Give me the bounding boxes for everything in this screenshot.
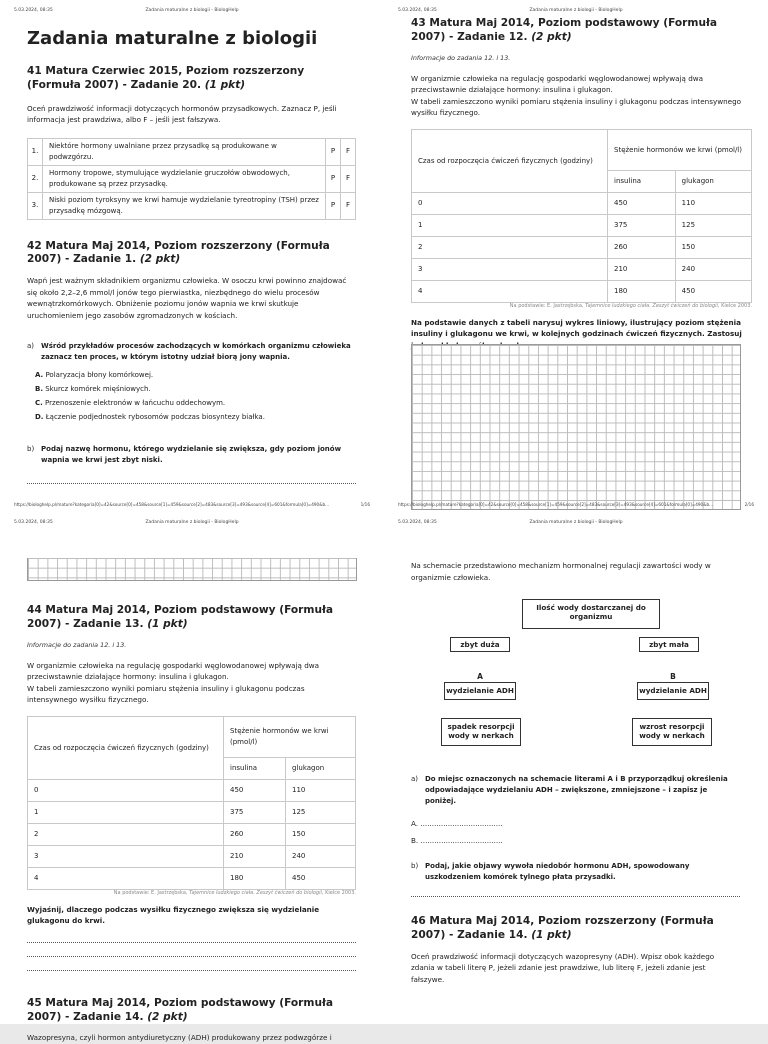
row-number: 2. xyxy=(28,165,43,192)
insulin-cell: 260 xyxy=(224,823,286,845)
q46-title: 46 Matura Maj 2014, Poziom rozszerzony (Formuła 2007) - Zadanie 14. (1 pkt) xyxy=(411,914,714,941)
q41-instruction: Oceń prawdziwość informacji dotyczących hormonów przysadkowych. Zaznacz P, jeśli informacja jest prawdziwa, albo F – jeśli jest fałszywa. xyxy=(27,103,337,125)
insulin-cell: 180 xyxy=(224,867,286,889)
q41-title: 41 Matura Czerwiec 2015, Poziom rozszerzony (Formuła 2007) - Zadanie 20. (1 pkt) xyxy=(27,65,305,91)
false-option[interactable]: F xyxy=(341,165,356,192)
page-footer xyxy=(14,502,370,507)
glucagon-cell: 110 xyxy=(675,192,751,214)
q43-intro-1: W organizmie człowieka na regulację gospodarki węglowodanowej wpływają dwa przeciwstawnie działające hormony: insulina i glukagon. xyxy=(411,73,704,95)
q43-intro-2: W tabeli zamieszczono wyniki pomiaru stężenia insuliny i glukagonu podczas intensywnego wysiłku fizycznego. xyxy=(411,96,742,118)
table-row xyxy=(28,779,356,801)
graph-grid-continued[interactable] xyxy=(27,558,357,581)
option-b[interactable]: B. Skurcz komórek mięśniowych. xyxy=(35,384,151,393)
glucagon-cell: 450 xyxy=(675,280,751,302)
table-source: Na podstawie: E. Jastrzębska, Tajemnice ludzkiego ciała. Zeszyt ćwiczeń do biologii, Kielce 2003. xyxy=(509,302,752,309)
q44-task: Wyjaśnij, dlaczego podczas wysiłku fizycznego zwiększa się wydzielanie glukagonu do krwi. xyxy=(27,904,320,926)
header-title: Zadania maturalne z biologii - BiologHelp xyxy=(529,8,623,13)
q42-part-a: a) Wśród przykładów procesów zachodzących w komórkach organizmu człowieka zaznacz ten proces, w którym istotny udział biorą jony wapnia. xyxy=(27,342,351,362)
header-datetime: 5.03.2024, 08:35 xyxy=(398,520,437,525)
q41-table xyxy=(27,138,356,220)
pdf-page-1 xyxy=(0,0,384,512)
answer-line[interactable] xyxy=(27,941,356,943)
statement: Hormony tropowe, stymulujące wydzielanie gruczołów obwodowych, produkowane są przez przysadkę. xyxy=(43,165,326,192)
header-datetime: 5.03.2024, 08:35 xyxy=(14,8,53,13)
col-glucagon-header: glukagon xyxy=(675,170,751,192)
diagram-adh-right: wydzielanie ADH xyxy=(637,682,709,700)
footer-url: https://biologhelp.pl/mature?kategoria[0]=42&source[0]=458&source[1]=459&source[2]=483&source[3]=493&source[4]=601&formula[0]=490&b... xyxy=(398,502,714,507)
pdf-page-2 xyxy=(384,0,768,512)
glucagon-cell: 450 xyxy=(286,867,356,889)
col-time-header: Czas od rozpoczęcia ćwiczeń fizycznych (godziny) xyxy=(28,716,224,779)
q45-scheme-intro: Na schemacie przedstawiono mechanizm hormonalnej regulacji zawartości wody w organizmie człowieka. xyxy=(411,561,711,582)
time-cell: 4 xyxy=(412,280,608,302)
option-c[interactable]: C. Przenoszenie elektronów w łańcuchu oddechowym. xyxy=(35,398,226,407)
col-insulin-header: insulina xyxy=(608,170,676,192)
table-row xyxy=(412,258,752,280)
hormone-table xyxy=(411,129,752,303)
false-option[interactable]: F xyxy=(341,192,356,219)
insulin-cell: 180 xyxy=(608,280,676,302)
table-row xyxy=(28,845,356,867)
header-datetime: 5.03.2024, 08:35 xyxy=(14,520,53,525)
col-glucagon-header: glukagon xyxy=(286,757,356,779)
page-title: Zadania maturalne z biologii xyxy=(27,28,318,49)
q42-intro: Wapń jest ważnym składnikiem organizmu człowieka. W osoczu krwi powinno znajdować się około 2,2–2,6 mmol/l jonów tego pierwiastka, niezbędnego do wielu procesów wewnątrzkomórkowych. Obniżenie poziomu jonów wapnia we krwi skutkuje uruchomieniem jego zasobów zgromadzonych w kościach. xyxy=(27,276,347,320)
q43-info: Informacje do zadania 12. i 13. xyxy=(411,53,511,62)
q42-title: 42 Matura Maj 2014, Poziom rozszerzony (Formuła 2007) - Zadanie 1. (2 pkt) xyxy=(27,239,330,266)
insulin-cell: 375 xyxy=(608,214,676,236)
header-datetime: 5.03.2024, 08:35 xyxy=(398,8,437,13)
header-title: Zadania maturalne z biologii - BiologHelp xyxy=(145,520,239,525)
insulin-cell: 375 xyxy=(224,801,286,823)
row-number: 1. xyxy=(28,138,43,165)
q44-intro-2: W tabeli zamieszczono wyniki pomiaru stężenia insuliny i glukagonu podczas intensywnego wysiłku fizycznego. xyxy=(27,683,305,705)
diagram-letter-b: B xyxy=(670,672,676,681)
q45-title: 45 Matura Maj 2014, Poziom podstawowy (Formuła 2007) - Zadanie 14. (2 pkt) xyxy=(27,996,334,1023)
pdf-page-3 xyxy=(0,512,384,1043)
diagram-top-box: Ilość wody dostarczanej do organizmu xyxy=(522,599,660,629)
header-title: Zadania maturalne z biologii - BiologHelp xyxy=(529,520,623,525)
table-row xyxy=(28,867,356,889)
footer-url: https://biologhelp.pl/mature?kategoria[0]=42&source[0]=458&source[1]=459&source[2]=483&source[3]=493&source[4]=601&formula[0]=490&b... xyxy=(14,502,330,507)
time-cell: 2 xyxy=(28,823,224,845)
true-option[interactable]: P xyxy=(326,192,341,219)
answer-line[interactable] xyxy=(27,482,356,484)
table-row xyxy=(412,214,752,236)
table-source: Na podstawie: E. Jastrzębska, Tajemnice ludzkiego ciała. Zeszyt ćwiczeń do biologii, Kielce 2003. xyxy=(113,889,356,896)
q44-info: Informacje do zadania 12. i 13. xyxy=(27,640,127,649)
glucagon-cell: 125 xyxy=(286,801,356,823)
header-title: Zadania maturalne z biologii - BiologHelp xyxy=(145,8,239,13)
graph-grid[interactable] xyxy=(411,344,741,510)
insulin-cell: 450 xyxy=(224,779,286,801)
statement: Niektóre hormony uwalniane przez przysadkę są produkowane w podwzgórzu. xyxy=(43,138,326,165)
statement: Niski poziom tyroksyny we krwi hamuje wydzielanie tyreotropiny (TSH) przez przysadkę mózgową. xyxy=(43,192,326,219)
glucagon-cell: 240 xyxy=(286,845,356,867)
insulin-cell: 210 xyxy=(224,845,286,867)
option-d[interactable]: D. Łączenie podjednostek rybosomów podczas biosyntezy białka. xyxy=(35,412,265,421)
glucagon-cell: 150 xyxy=(286,823,356,845)
q46-instruction: Oceń prawdziwość informacji dotyczących wazopresyny (ADH). Wpisz obok każdego zdania w tabeli literę P, jeżeli zdanie jest prawdziwe, lub literę F, jeżeli zdanie jest fałszywe. xyxy=(411,951,715,984)
table-row xyxy=(28,138,356,165)
table-row xyxy=(412,192,752,214)
diagram-result-left: spadek resorpcji wody w nerkach xyxy=(441,718,521,746)
table-header-row xyxy=(412,129,752,170)
pdf-page-4 xyxy=(384,512,768,1024)
time-cell: 4 xyxy=(28,867,224,889)
answer-b[interactable]: B. .................................... xyxy=(411,836,503,846)
row-number: 3. xyxy=(28,192,43,219)
q45-part-a: a) Do miejsc oznaczonych na schemacie literami A i B przyporządkuj określenia odpowiadające wydzielaniu ADH – zwiększone, zmniejszone – i zapisz je poniżej. xyxy=(411,775,728,806)
answer-line[interactable] xyxy=(411,895,740,897)
time-cell: 0 xyxy=(28,779,224,801)
time-cell: 1 xyxy=(412,214,608,236)
hormone-table xyxy=(27,716,356,890)
answer-line[interactable] xyxy=(27,955,356,957)
table-row xyxy=(28,165,356,192)
page-number: 1/16 xyxy=(357,502,370,507)
q44-intro-1: W organizmie człowieka na regulację gospodarki węglowodanowej wpływają dwa przeciwstawnie działające hormony: insulina i glukagon. xyxy=(27,660,320,682)
time-cell: 3 xyxy=(28,845,224,867)
diagram-too-little-box: zbyt mała xyxy=(639,637,699,652)
q45-intro: Wazopresyna, czyli hormon antydiuretyczny (ADH) produkowany przez podwzgórze i xyxy=(27,1033,332,1043)
glucagon-cell: 240 xyxy=(675,258,751,280)
table-row xyxy=(28,192,356,219)
table-row xyxy=(28,801,356,823)
col-conc-header: Stężenie hormonów we krwi (pmol/l) xyxy=(224,716,356,757)
glucagon-cell: 110 xyxy=(286,779,356,801)
col-time-header: Czas od rozpoczęcia ćwiczeń fizycznych (godziny) xyxy=(412,129,608,192)
diagram-too-much-box: zbyt duża xyxy=(450,637,510,652)
true-option[interactable]: P xyxy=(326,165,341,192)
diagram-result-right: wzrost resorpcji wody w nerkach xyxy=(632,718,712,746)
time-cell: 3 xyxy=(412,258,608,280)
q42-part-b: b) Podaj nazwę hormonu, którego wydzielanie się zwiększa, gdy poziom jonów wapnia we krwi jest zbyt niski. xyxy=(27,444,342,464)
table-header-row xyxy=(28,716,356,757)
q42-options xyxy=(27,368,356,424)
time-cell: 1 xyxy=(28,801,224,823)
q45-part-b: b) Podaj, jakie objawy wywoła niedobór hormonu ADH, spowodowany uszkodzeniem komórek tylnego płata przysadki. xyxy=(411,861,690,881)
insulin-cell: 260 xyxy=(608,236,676,258)
glucagon-cell: 125 xyxy=(675,214,751,236)
table-row xyxy=(412,280,752,302)
table-row xyxy=(412,236,752,258)
insulin-cell: 450 xyxy=(608,192,676,214)
option-a[interactable]: A. Polaryzacja błony komórkowej. xyxy=(35,370,154,379)
answer-a[interactable]: A. .................................... xyxy=(411,818,503,828)
insulin-cell: 210 xyxy=(608,258,676,280)
col-insulin-header: insulina xyxy=(224,757,286,779)
page-footer xyxy=(398,502,754,507)
false-option[interactable]: F xyxy=(341,138,356,165)
page-number: 2/16 xyxy=(741,502,754,507)
answer-line[interactable] xyxy=(27,969,356,971)
q44-title: 44 Matura Maj 2014, Poziom podstawowy (Formuła 2007) - Zadanie 13. (1 pkt) xyxy=(27,604,334,630)
glucagon-cell: 150 xyxy=(675,236,751,258)
table-row xyxy=(28,823,356,845)
col-conc-header: Stężenie hormonów we krwi (pmol/l) xyxy=(608,129,752,170)
time-cell: 2 xyxy=(412,236,608,258)
diagram-adh-left: wydzielanie ADH xyxy=(444,682,516,700)
q43-task: Na podstawie danych z tabeli narysuj wykres liniowy, ilustrujący poziom stężenia insuliny i glukagonu we krwi, w kolejnych godzinach ćwiczeń fizycznych. Zastosuj xyxy=(411,317,742,339)
diagram-letter-a: A xyxy=(477,672,483,681)
time-cell: 0 xyxy=(412,192,608,214)
q43-title: 43 Matura Maj 2014, Poziom podstawowy (Formuła 2007) - Zadanie 12. (2 pkt) xyxy=(411,17,718,43)
true-option[interactable]: P xyxy=(326,138,341,165)
